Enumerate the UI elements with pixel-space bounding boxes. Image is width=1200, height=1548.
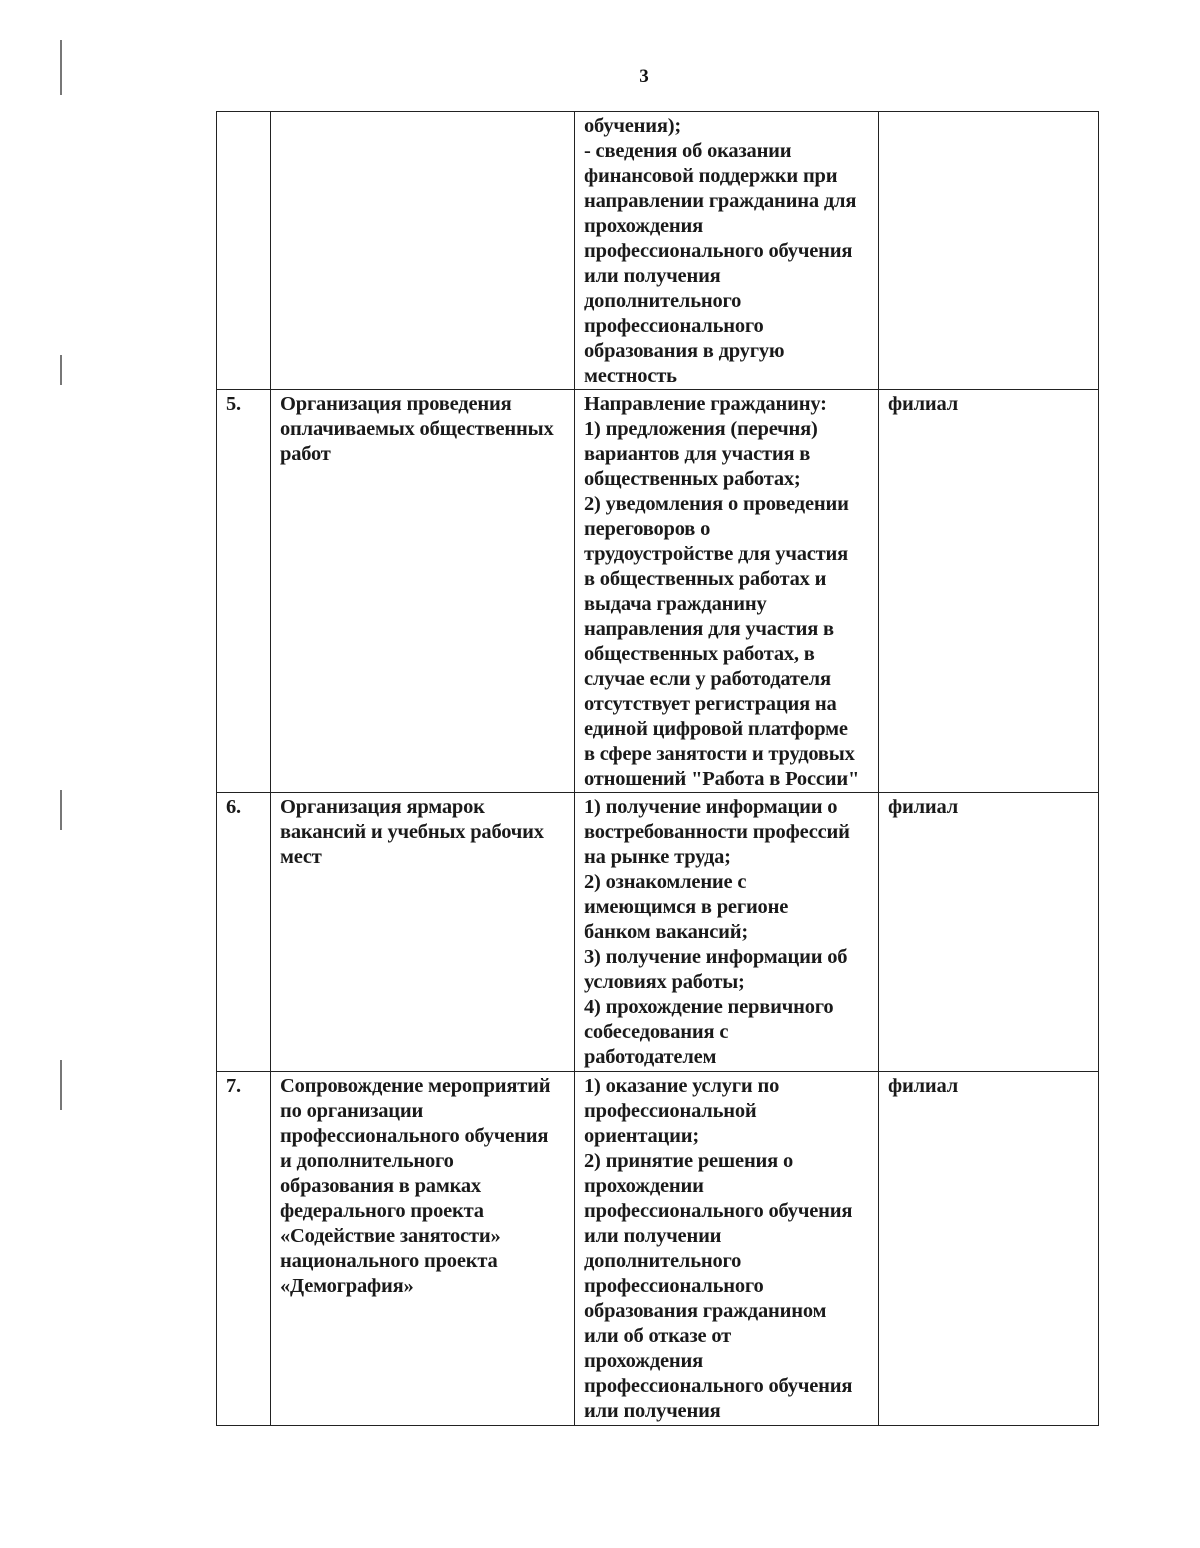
name-line: и дополнительного <box>280 1150 454 1172</box>
content-line: профессионального <box>584 315 764 337</box>
content-line: на рынке труда; <box>584 846 731 868</box>
name-line: Сопровождение мероприятий <box>280 1075 551 1097</box>
content-line: 1) получение информации о <box>584 796 838 818</box>
content-line: 2) ознакомление с <box>584 871 747 893</box>
content-line: 1) предложения (перечня) <box>584 418 818 440</box>
executor: филиал <box>879 390 1099 793</box>
content-line: отношений "Работа в России" <box>584 768 860 790</box>
name-line: Организация ярмарок <box>280 796 485 818</box>
content-line: переговоров о <box>584 518 711 540</box>
row-number: 5. <box>217 390 271 793</box>
name-line: образования в рамках <box>280 1175 481 1197</box>
service-content <box>575 1072 879 1426</box>
content-line: случае если у работодателя <box>584 668 831 690</box>
content-line: или об отказе от <box>584 1325 731 1347</box>
content-line: или получении <box>584 1225 722 1247</box>
page-number: 3 <box>639 66 649 87</box>
content-line: 1) оказание услуги по <box>584 1075 780 1097</box>
content-line: трудоустройстве для участия <box>584 543 849 565</box>
content-line: вариантов для участия в <box>584 443 811 465</box>
content-line: выдача гражданину <box>584 593 767 615</box>
content-line: 2) принятие решения о <box>584 1150 794 1172</box>
content-line: отсутствует регистрация на <box>584 693 837 715</box>
content-line: работодателем <box>584 1046 717 1068</box>
service-name <box>271 390 575 793</box>
name-line: мест <box>280 846 322 868</box>
executor: филиал <box>879 793 1099 1072</box>
content-line: направлении гражданина для <box>584 190 857 212</box>
content-line: прохождения <box>584 215 704 237</box>
executor: филиал <box>879 1072 1099 1426</box>
content-line: - сведения об оказании <box>584 140 792 162</box>
content-line: единой цифровой платформе <box>584 718 848 740</box>
content-line: в общественных работах и <box>584 568 827 590</box>
name-line: Организация проведения <box>280 393 512 415</box>
content-line: собеседования с <box>584 1021 729 1043</box>
table-row <box>217 793 1099 1072</box>
content-line: общественных работах, в <box>584 643 815 665</box>
content-line: имеющимся в регионе <box>584 896 789 918</box>
name-line: национального проекта <box>280 1250 498 1272</box>
scan-edge-mark <box>60 790 62 830</box>
content-line: условиях работы; <box>584 971 745 993</box>
content-line: Направление гражданину: <box>584 393 827 415</box>
content-line: ориентации; <box>584 1125 700 1147</box>
content-line: профессиональной <box>584 1100 757 1122</box>
name-line: вакансий и учебных рабочих <box>280 821 544 843</box>
name-line: работ <box>280 443 331 465</box>
content-line: дополнительного <box>584 1250 742 1272</box>
content-line: востребованности профессий <box>584 821 850 843</box>
service-content <box>575 390 879 793</box>
scan-edge-mark <box>60 40 62 95</box>
scan-edge-mark <box>60 1060 62 1110</box>
content-line: общественных работах; <box>584 468 801 490</box>
content-line: местность <box>584 365 677 387</box>
name-line: по организации <box>280 1100 424 1122</box>
row-number <box>217 112 271 390</box>
content-line: профессионального обучения <box>584 240 853 262</box>
content-line: банком вакансий; <box>584 921 749 943</box>
content-line: прохождения <box>584 1350 704 1372</box>
row-number: 7. <box>217 1072 271 1426</box>
content-line: 4) прохождение первичного <box>584 996 834 1018</box>
scan-edge-mark <box>60 355 62 385</box>
row-number: 6. <box>217 793 271 1072</box>
service-name <box>271 112 575 390</box>
service-name <box>271 1072 575 1426</box>
name-line: оплачиваемых общественных <box>280 418 554 440</box>
content-line: обучения); <box>584 115 681 137</box>
content-line: финансовой поддержки при <box>584 165 838 187</box>
services-table <box>216 111 1099 1426</box>
name-line: профессионального обучения <box>280 1125 549 1147</box>
table-row <box>217 390 1099 793</box>
content-line: или получения <box>584 1400 721 1422</box>
content-line: профессионального обучения <box>584 1200 853 1222</box>
content-line: образования гражданином <box>584 1300 827 1322</box>
content-line: образования в другую <box>584 340 785 362</box>
content-line: или получения <box>584 265 721 287</box>
name-line: федерального проекта <box>280 1200 484 1222</box>
service-content <box>575 112 879 390</box>
service-content <box>575 793 879 1072</box>
table-row <box>217 112 1099 390</box>
content-line: в сфере занятости и трудовых <box>584 743 855 765</box>
content-line: направления для участия в <box>584 618 834 640</box>
content-line: 2) уведомления о проведении <box>584 493 849 515</box>
name-line: «Содействие занятости» <box>280 1225 501 1247</box>
content-line: 3) получение информации об <box>584 946 848 968</box>
content-line: профессионального <box>584 1275 764 1297</box>
content-line: дополнительного <box>584 290 742 312</box>
name-line: «Демография» <box>280 1275 414 1297</box>
service-name <box>271 793 575 1072</box>
executor <box>879 112 1099 390</box>
content-line: прохождении <box>584 1175 704 1197</box>
table-row <box>217 1072 1099 1426</box>
content-line: профессионального обучения <box>584 1375 853 1397</box>
